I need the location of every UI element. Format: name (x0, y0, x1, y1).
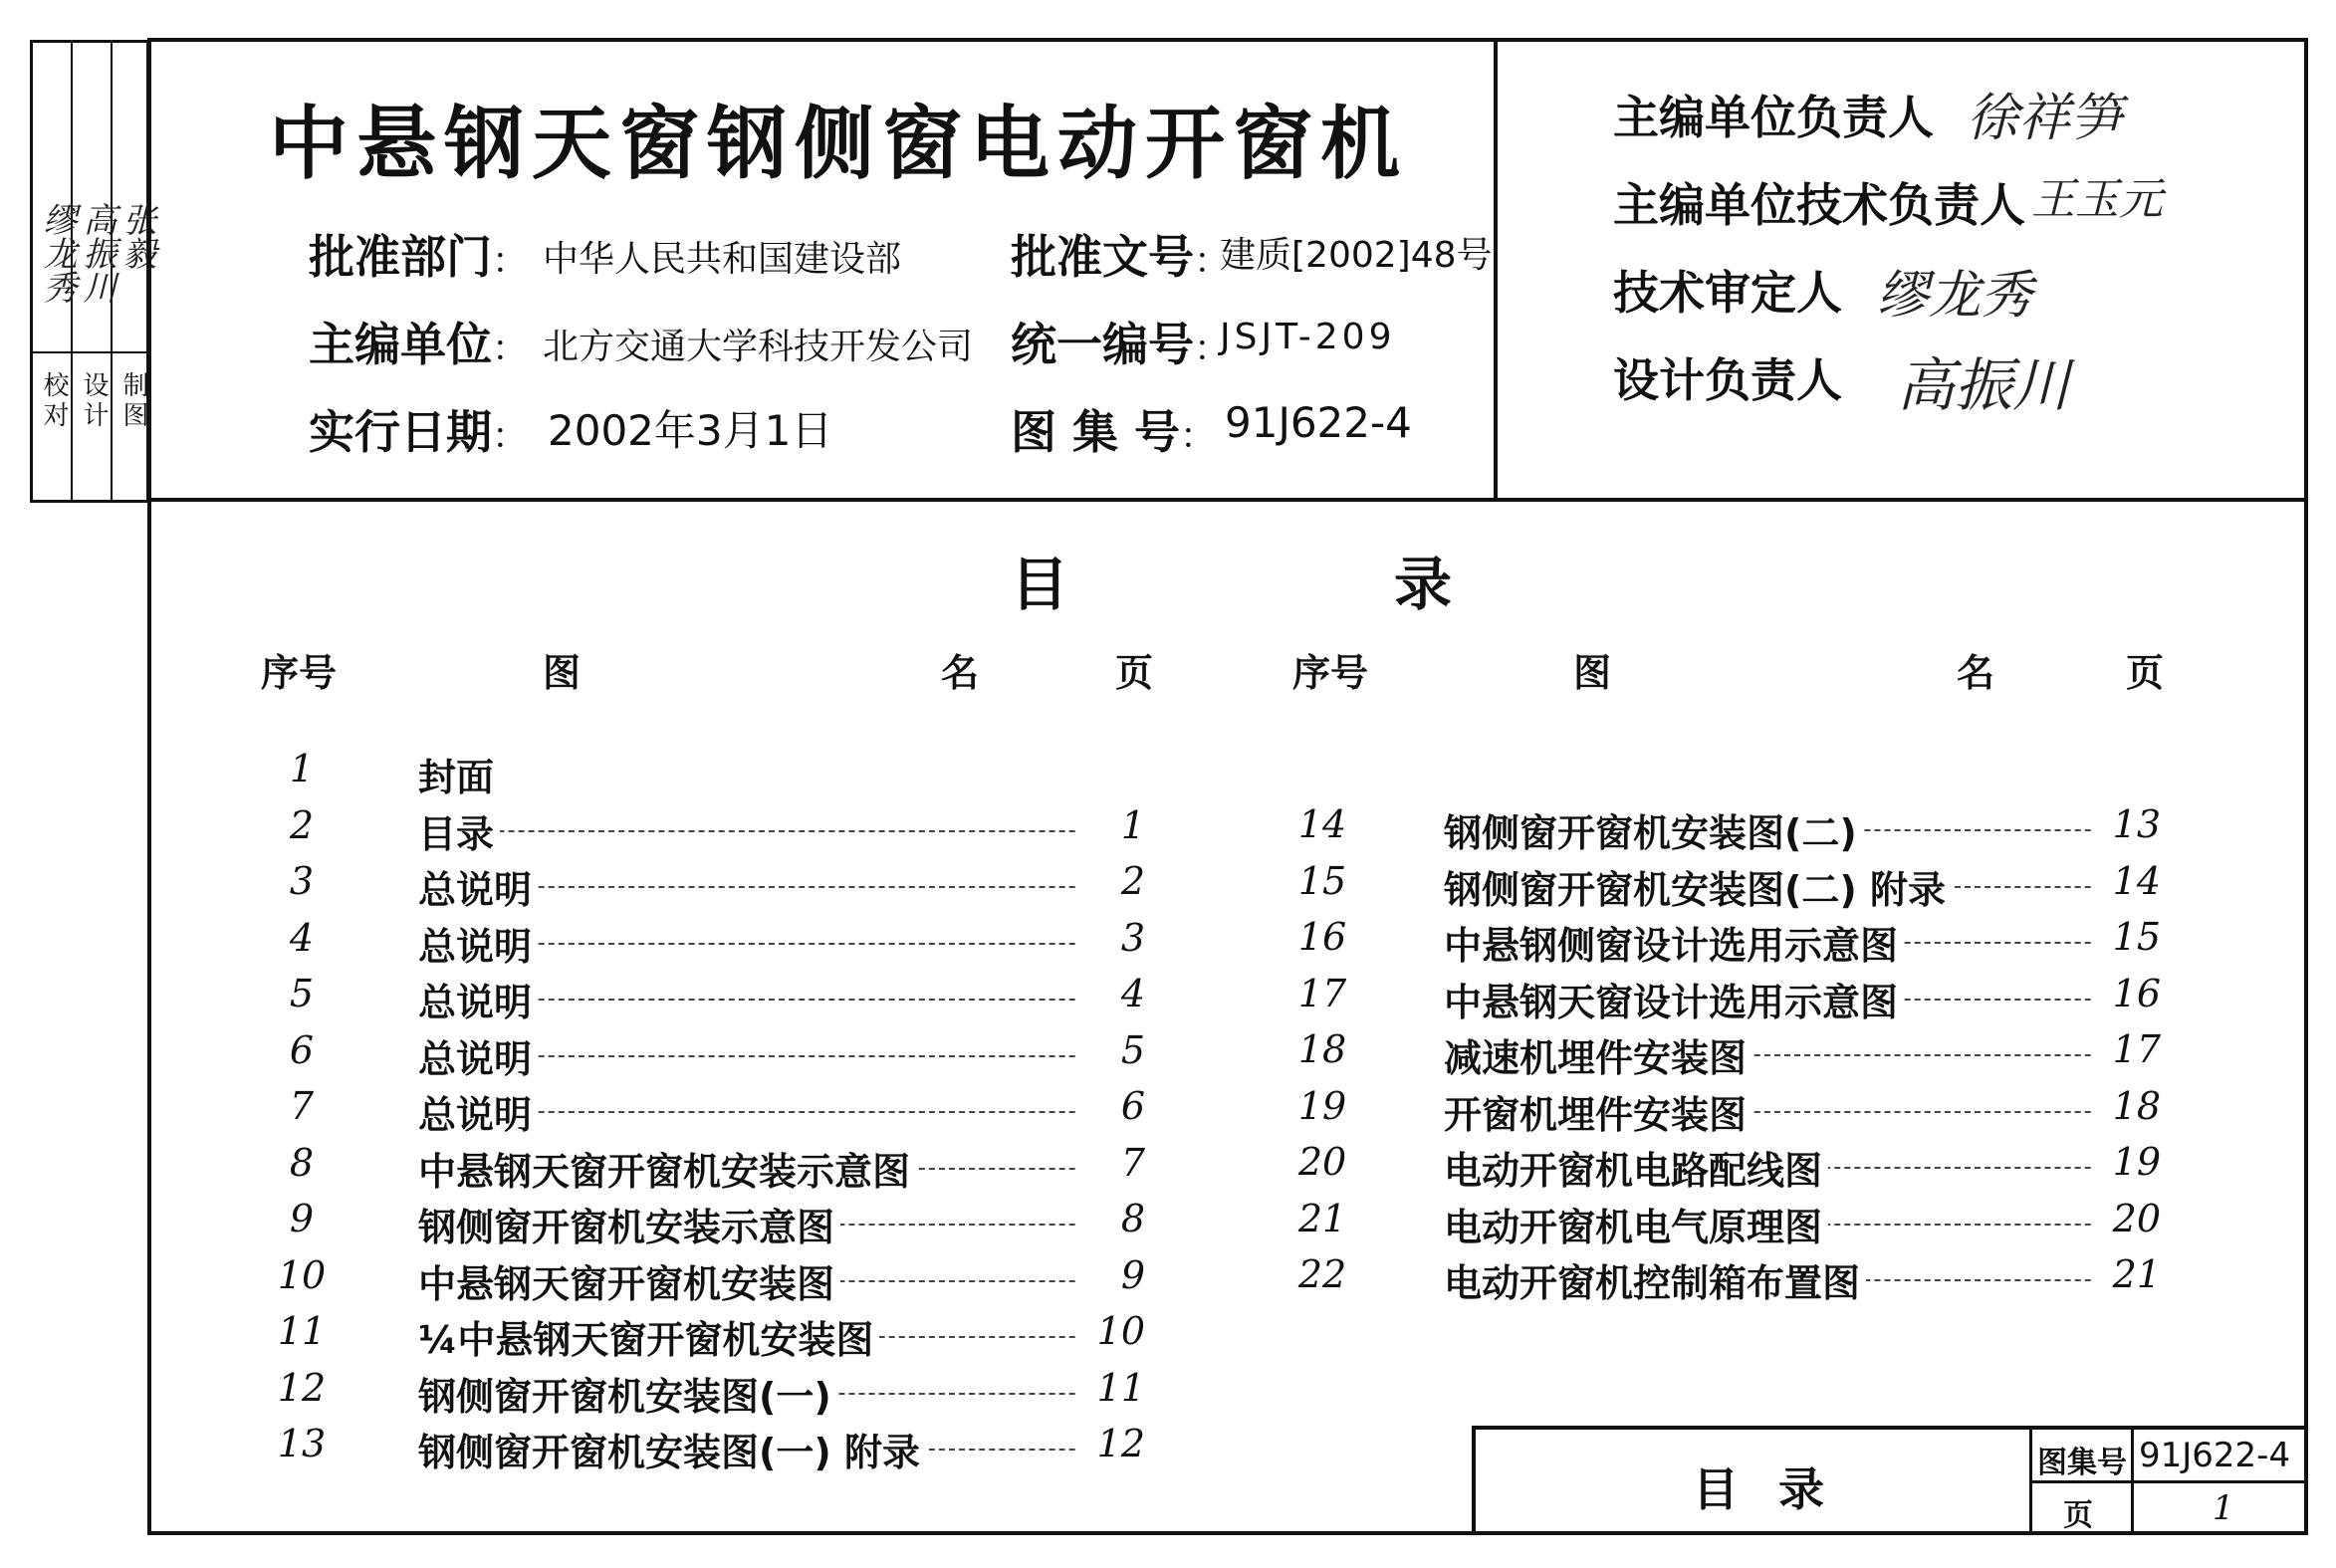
strip-label-proofread: 校对 (39, 371, 69, 431)
unified-no-value: JSJT-209 (1220, 317, 1396, 357)
toc-entry-number: 3 (289, 859, 315, 903)
toc-entry-number: 9 (289, 1197, 315, 1240)
toc-entry-page: 13 (2091, 802, 2161, 846)
approval-dept-label: 批准部门： (309, 230, 529, 284)
toc-entry (1278, 1197, 2161, 1248)
toc-left-header-no: 序号 (261, 651, 338, 695)
toc-entry-page: 5 (1075, 1028, 1145, 1072)
toc-entry-number: 11 (277, 1309, 327, 1353)
toc-entry-page: 17 (2091, 1027, 2161, 1071)
toc-right-header-name-a: 图 (1573, 651, 1612, 695)
effective-date-value: 2002年3月1日 (548, 406, 833, 455)
toc-entry (257, 1197, 1145, 1248)
toc-entry-page: 21 (2091, 1252, 2161, 1296)
strip-divider (33, 351, 146, 353)
technical-reviewer-signature: 缪龙秀 (1877, 266, 2033, 326)
toc-entry (257, 972, 1145, 1023)
toc-entry-number: 22 (1297, 1252, 1347, 1296)
design-chief-signature: 高振川 (1897, 351, 2071, 419)
toc-entry-number: 6 (289, 1027, 315, 1072)
toc-entry (1278, 1140, 2161, 1192)
toc-entry-name: 钢侧窗开窗机安装图(一) (418, 1366, 837, 1421)
atlas-no-label: 图 集 号： (1011, 405, 1217, 459)
toc-entry (1278, 915, 2161, 967)
strip-label-design: 设计 (79, 371, 109, 431)
toc-entry (257, 747, 1145, 798)
toc-entry-page: 3 (1075, 916, 1145, 960)
chief-editor-label: 主编单位负责人 (1613, 91, 1934, 144)
toc-left-header-name-a: 图 (543, 651, 582, 695)
toc-entry-name: 总说明 (418, 916, 538, 971)
toc-right-header-no: 序号 (1292, 651, 1369, 695)
editor-unit-label: 主编单位： (309, 318, 529, 371)
editor-unit-value: 北方交通大学科技开发公司 (543, 327, 974, 367)
toc-title-first-char: 目 (1011, 551, 1069, 618)
toc-entry-number: 19 (1297, 1083, 1347, 1128)
toc-entry-name: 总说明 (418, 972, 538, 1026)
document-title: 中悬钢天窗钢侧窗电动开窗机 (269, 98, 1408, 190)
toc-entry-number: 18 (1297, 1027, 1347, 1071)
title-block-page-label: 页 (2063, 1498, 2093, 1533)
toc-entry (1278, 1084, 2161, 1136)
strip-label-drawing: 制图 (118, 371, 148, 431)
header-divider (147, 498, 2308, 502)
toc-entry-page: 12 (1075, 1422, 1145, 1465)
toc-entry-name: 总说明 (418, 1084, 538, 1139)
toc-entry-name: 减速机埋件安装图 (1444, 1027, 1752, 1082)
toc-entry-page: 10 (1075, 1309, 1145, 1353)
toc-entry-number: 13 (277, 1422, 327, 1465)
approval-dept-value: 中华人民共和国建设部 (543, 239, 902, 280)
toc-entry-name: 总说明 (418, 859, 538, 914)
toc-entry-name: ¼中悬钢天窗开窗机安装图 (418, 1309, 879, 1364)
toc-entry (257, 1309, 1145, 1361)
toc-entry-page: 9 (1075, 1253, 1145, 1297)
toc-entry-number: 8 (289, 1140, 315, 1185)
strip-signature-proofread: 缪龙秀 (37, 202, 77, 304)
approval-doc-value: 建质[2002]48号 (1220, 235, 1493, 276)
technical-reviewer-label: 技术审定人 (1613, 266, 1842, 320)
toc-entry-number: 21 (1297, 1196, 1347, 1240)
toc-entry-page: 19 (2091, 1140, 2161, 1184)
strip-signature-design: 高振川 (77, 202, 117, 304)
toc-left-header-page: 页 (1115, 651, 1154, 695)
toc-entry-name: 中悬钢天窗开窗机安装示意图 (418, 1141, 916, 1196)
atlas-no-value: 91J622-4 (1225, 398, 1412, 447)
toc-entry-number: 2 (289, 802, 315, 847)
design-chief-label: 设计负责人 (1613, 353, 1842, 407)
toc-leader-line (418, 830, 1125, 832)
toc-entry-number: 17 (1297, 971, 1347, 1015)
toc-entry (257, 1084, 1145, 1136)
unified-no-label: 统一编号： (1011, 318, 1231, 371)
technical-chief-label: 主编单位技术负责人 (1613, 178, 2025, 232)
toc-entry-name: 钢侧窗开窗机安装示意图 (418, 1197, 840, 1251)
toc-entry (257, 916, 1145, 968)
toc-entry (1278, 1252, 2161, 1304)
chief-editor-signature: 徐祥笋 (1967, 89, 2123, 148)
toc-entry-number: 7 (289, 1084, 315, 1128)
title-block-atlas-label: 图集号 (2037, 1446, 2127, 1480)
toc-entry-name: 电动开窗机电路配线图 (1444, 1140, 1828, 1195)
toc-entry (257, 1366, 1145, 1418)
toc-entry (257, 1028, 1145, 1080)
toc-entry-name: 目录 (418, 803, 500, 858)
toc-entry-name: 中悬钢侧窗设计选用示意图 (1444, 915, 1904, 970)
toc-entry-page: 16 (2091, 972, 2161, 1015)
toc-entry-page: 14 (2091, 859, 2161, 903)
toc-entry-name: 钢侧窗开窗机安装图(二) (1444, 802, 1863, 857)
toc-entry-name: 总说明 (418, 1028, 538, 1083)
toc-entry-number: 20 (1297, 1140, 1347, 1184)
toc-entry-number: 1 (289, 747, 315, 790)
title-block-name: 目录 (1693, 1462, 1864, 1516)
toc-entry (257, 1253, 1145, 1305)
toc-entry-name: 电动开窗机控制箱布置图 (1444, 1252, 1866, 1307)
toc-entry-number: 5 (289, 972, 315, 1015)
toc-right-header-page: 页 (2126, 651, 2165, 695)
toc-entry-name: 封面 (418, 747, 500, 801)
toc-entry-name: 钢侧窗开窗机安装图(二) 附录 (1444, 859, 1952, 914)
toc-right-header-name-b: 名 (1957, 651, 1995, 695)
toc-entry-page: 4 (1075, 972, 1145, 1015)
toc-entry-number: 16 (1297, 915, 1347, 959)
toc-entry-number: 14 (1297, 802, 1347, 846)
toc-entry (257, 1141, 1145, 1193)
toc-entry-page: 7 (1075, 1141, 1145, 1185)
toc-entry-name: 电动开窗机电气原理图 (1444, 1197, 1828, 1251)
toc-entry (257, 859, 1145, 911)
title-block-atlas-value: 91J622-4 (2139, 1436, 2291, 1475)
toc-entry-page: 6 (1075, 1084, 1145, 1128)
toc-entry-number: 12 (277, 1365, 327, 1410)
toc-entry-name: 中悬钢天窗设计选用示意图 (1444, 972, 1904, 1026)
header-vertical-divider (1494, 38, 1498, 500)
toc-entry-page: 20 (2091, 1197, 2161, 1240)
toc-entry-number: 4 (289, 915, 315, 960)
effective-date-label: 实行日期： (309, 405, 529, 459)
toc-title-second-char: 录 (1394, 551, 1453, 618)
approval-doc-label: 批准文号： (1011, 230, 1231, 284)
toc-entry-name: 中悬钢天窗开窗机安装图 (418, 1253, 840, 1308)
toc-entry (1278, 972, 2161, 1023)
toc-entry-page: 15 (2091, 915, 2161, 959)
toc-entry-page: 8 (1075, 1197, 1145, 1240)
toc-entry (1278, 859, 2161, 911)
toc-entry (1278, 1027, 2161, 1079)
toc-entry-number: 10 (277, 1252, 327, 1297)
technical-chief-signature: 王玉元 (2031, 174, 2163, 225)
toc-entry-name: 钢侧窗开窗机安装图(一) 附录 (418, 1422, 926, 1476)
toc-entry-page: 11 (1075, 1366, 1145, 1410)
toc-left-header-name-b: 名 (941, 651, 980, 695)
margin-signature-strip (30, 40, 156, 503)
strip-signature-drawing: 张毅 (117, 202, 156, 270)
toc-entry-page: 1 (1075, 803, 1145, 847)
toc-entry-page: 18 (2091, 1084, 2161, 1128)
title-block-page-value: 1 (2213, 1488, 2234, 1528)
toc-entry (1278, 802, 2161, 854)
toc-entry-name: 开窗机埋件安装图 (1444, 1084, 1752, 1139)
toc-entry (257, 1422, 1145, 1473)
toc-entry (257, 803, 1145, 855)
toc-entry-number: 15 (1297, 858, 1347, 903)
toc-entry-page: 2 (1075, 859, 1145, 903)
